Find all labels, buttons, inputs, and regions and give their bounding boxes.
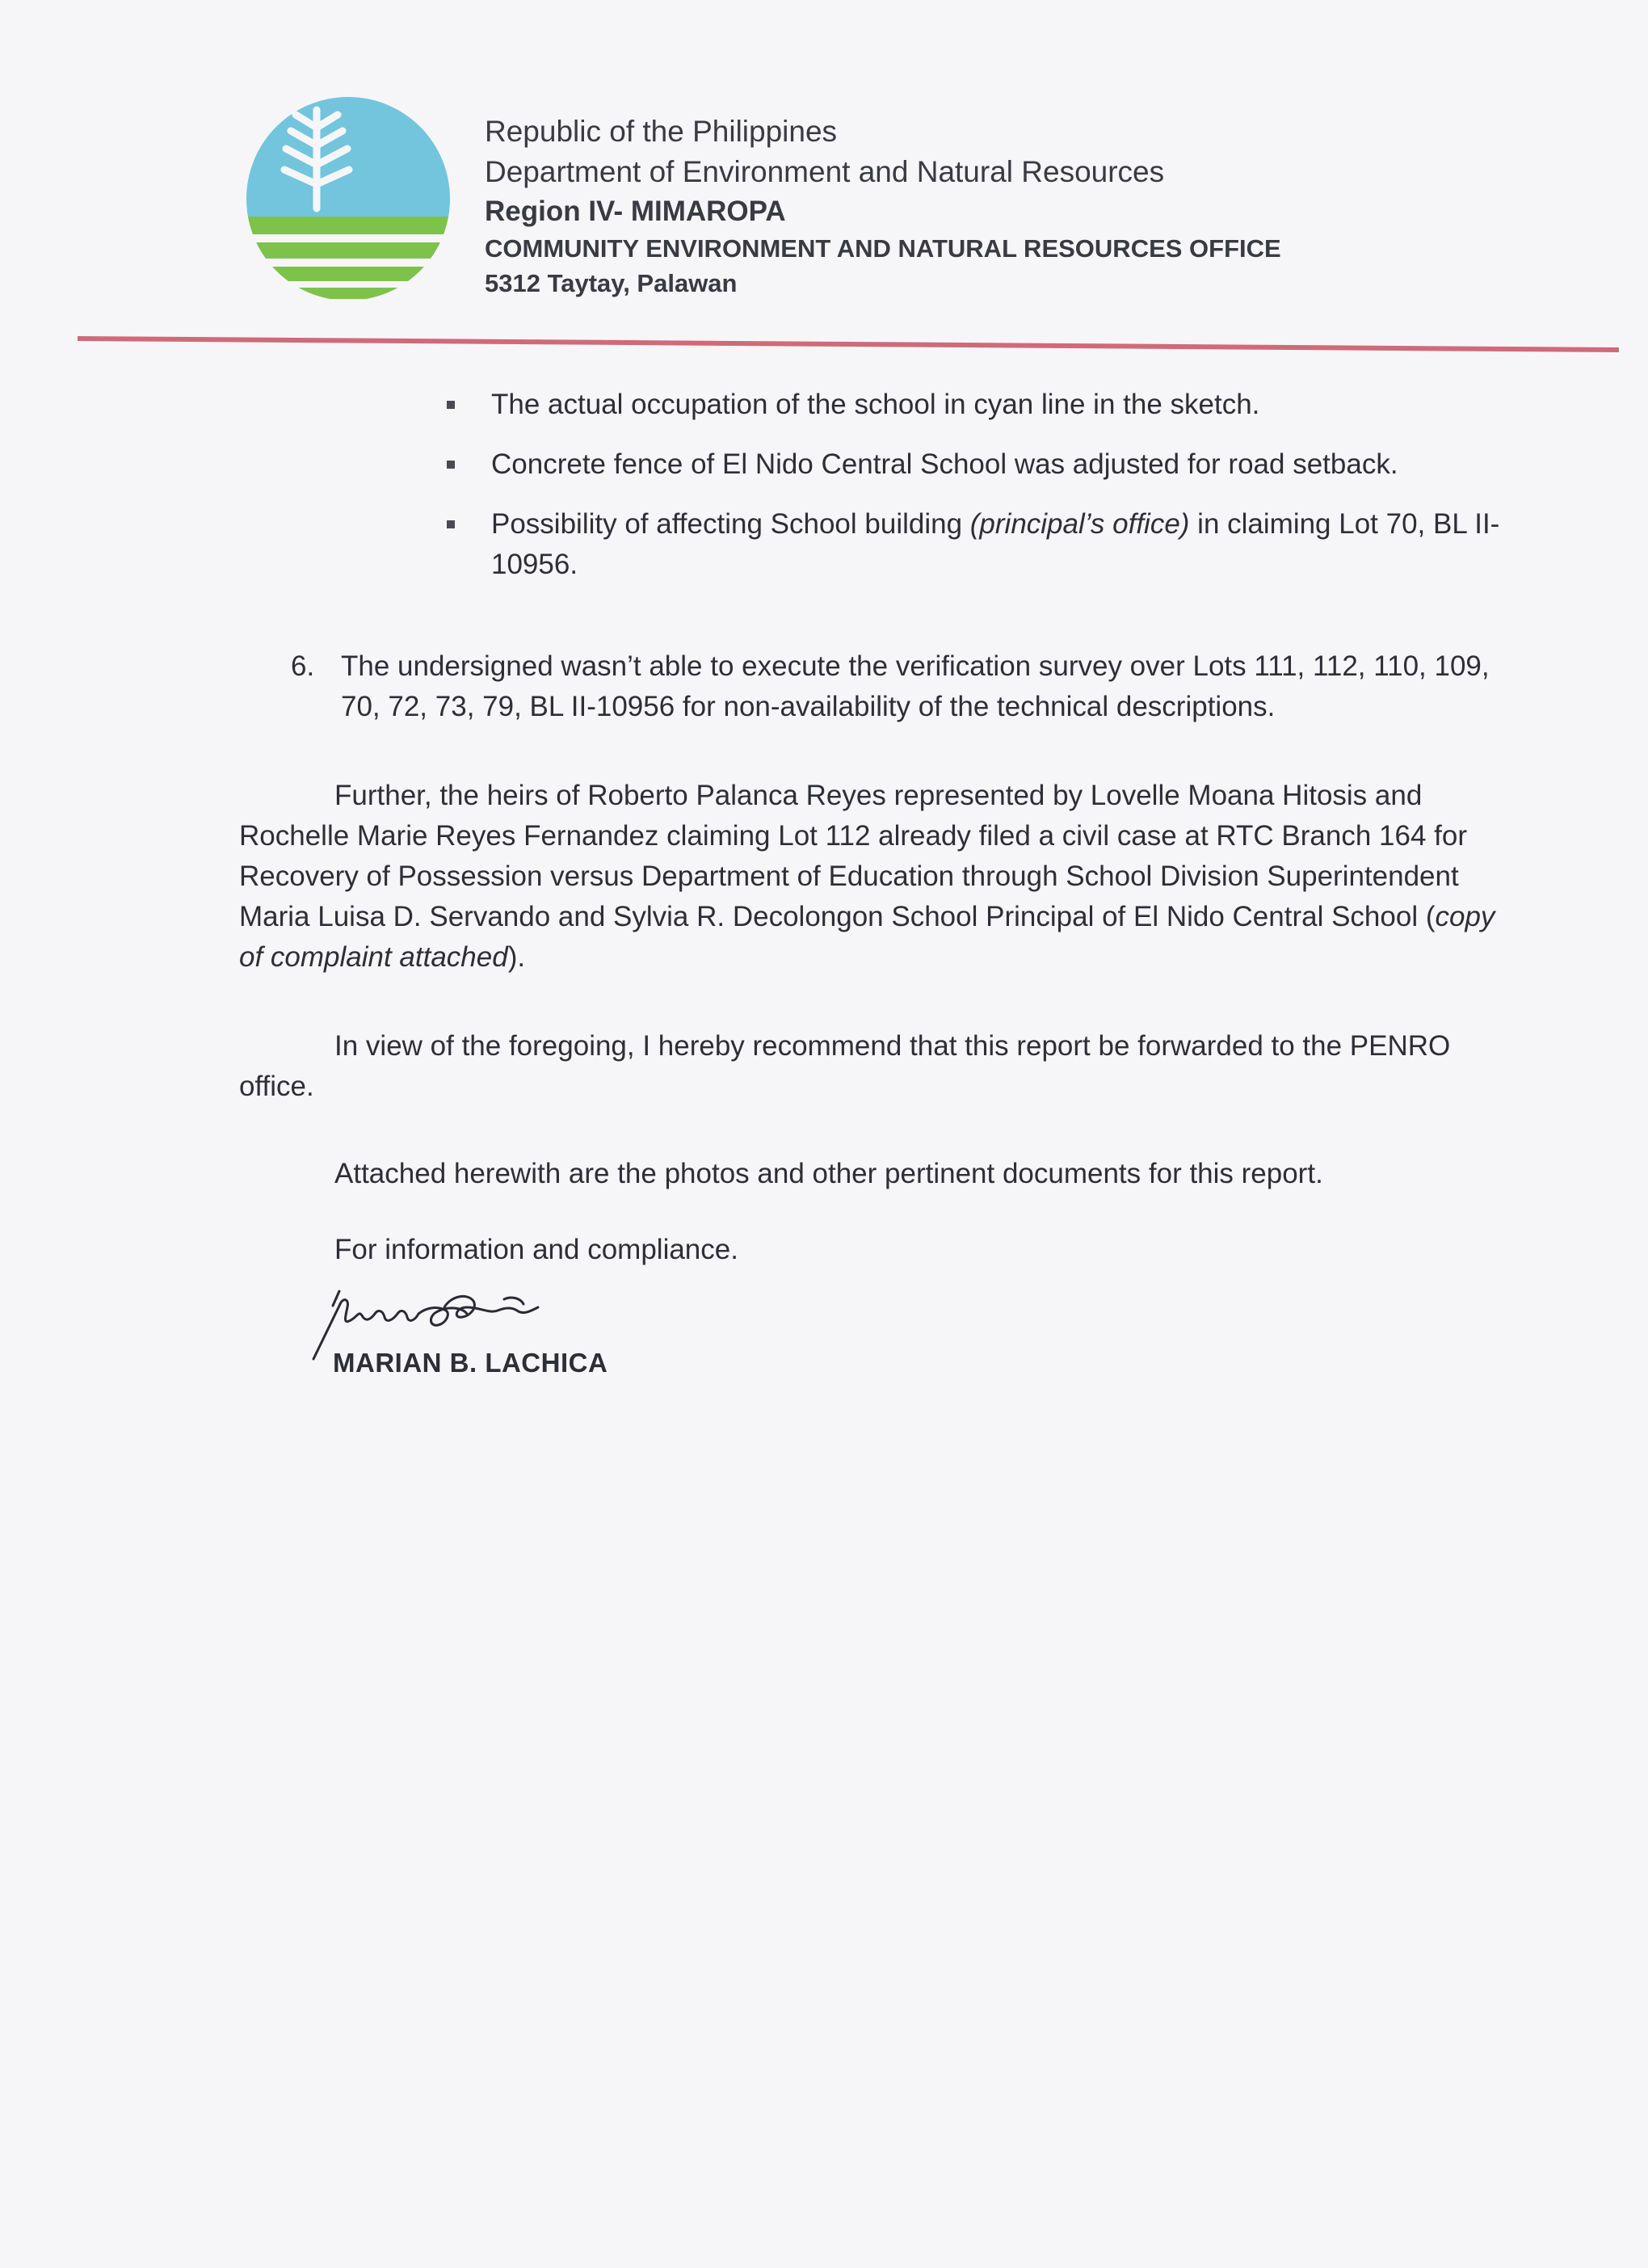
paragraph-view (239, 1026, 1519, 1107)
paragraph-view-text: In view of the foregoing, I hereby recommend that this report be forwarded to the PENRO office. (239, 1030, 1451, 1102)
header-line-office: COMMUNITY ENVIRONMENT AND NATURAL RESOURCES OFFICE (485, 234, 1281, 263)
item-text: The undersigned wasn’t able to execute the verification survey over Lots 111, 112, 110, 109, 70, 72, 73, 79, BL II-10956 for non-availability of the technical descriptions. (341, 650, 1490, 722)
bullet-square-icon (447, 461, 455, 469)
header-line-address: 5312 Taytay, Palawan (485, 269, 738, 297)
paragraph-compliance: For information and compliance. (334, 1234, 738, 1265)
bullet-list (443, 385, 1517, 604)
item-number: 6. (291, 650, 315, 682)
signatory-name: MARIAN B. LACHICA (333, 1348, 608, 1378)
bullet-square-icon (447, 401, 455, 409)
bullet-item (443, 504, 1517, 585)
paragraph-further-text: Further, the heirs of Roberto Palanca Reyes represented by Lovelle Moana Hitosis and Rochelle Marie Reyes Fernandez claiming Lot 112 already filed a civil case at RTC Branch 164 for Recovery of Possession versus Department of Education through School Division Superintendent Maria Luisa D. Servando and Sylvia R. Decolongon School Principal of El Nido Central School ( (239, 780, 1468, 932)
bullet-text: Concrete fence of El Nido Central School was adjusted for road setback. (491, 448, 1398, 480)
bullet-text-after: in claiming Lot 70, BL II-10956. (491, 508, 1500, 580)
letterhead (485, 112, 1454, 301)
numbered-item-6 (291, 646, 1519, 727)
bullet-square-icon (447, 520, 455, 528)
denr-logo-icon (239, 95, 457, 302)
paragraph-further-end: ). (507, 941, 526, 973)
bullet-text-before: Possibility of affecting School building (491, 508, 970, 540)
paragraph-further (239, 776, 1519, 978)
header-divider (78, 336, 1619, 352)
bullet-item (443, 385, 1517, 425)
header-line-region: Region IV- MIMAROPA (485, 196, 786, 227)
bullet-text-italic: (principal’s office) (969, 508, 1190, 540)
header-line-department: Department of Environment and Natural Resources (485, 155, 1165, 188)
paragraph-further-italic: copy of complaint attached (239, 901, 1495, 973)
header-line-republic: Republic of the Philippines (485, 115, 838, 148)
paragraph-attached: Attached herewith are the photos and other pertinent documents for this report. (334, 1158, 1323, 1189)
bullet-text: The actual occupation of the school in cyan line in the sketch. (491, 389, 1260, 420)
bullet-item (443, 444, 1517, 485)
